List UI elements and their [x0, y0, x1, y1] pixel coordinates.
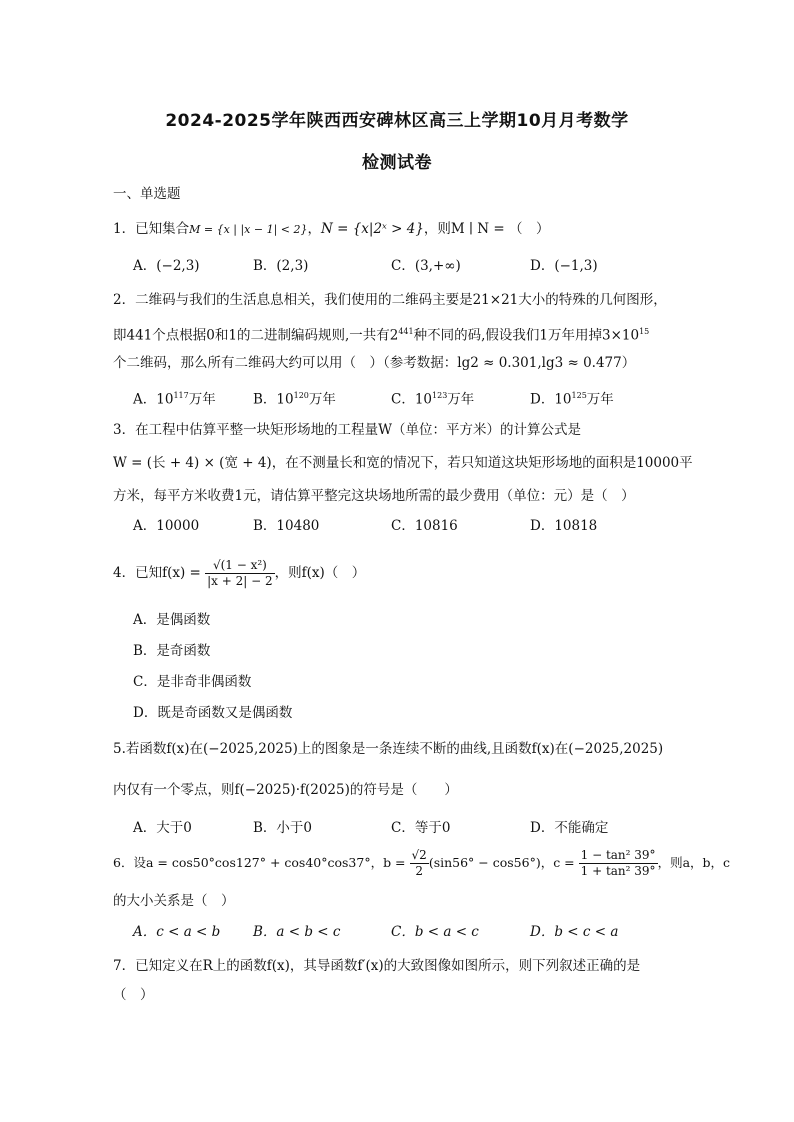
- q2-opt-b-sup: 120: [293, 391, 309, 400]
- q4-stem-a: 4．已知f(x) =: [113, 565, 201, 581]
- q4-fraction: [205, 558, 275, 589]
- q2-option-c[interactable]: [391, 386, 474, 410]
- q5-option-b[interactable]: B．小于0: [253, 820, 313, 836]
- question-6-options: [133, 922, 693, 942]
- q6-stem-b: (sin56° − cos56°)，c =: [428, 855, 575, 870]
- q1-option-a[interactable]: A．(−2,3): [133, 258, 200, 274]
- question-5-line1: 5.若函数f(x)在(−2025,2025)上的图象是一条连续不断的曲线,且函数f(x)在(−2025,2025): [113, 741, 664, 757]
- q2-option-a[interactable]: [133, 386, 216, 410]
- q3-option-a[interactable]: A．10000: [133, 518, 200, 534]
- q2-line2-a: 即441个点根据0和1的二进制编码规则,一共有2: [113, 327, 399, 344]
- question-5-line2: 内仅有一个零点，则f(−2025)·f(2025)的符号是（ ）: [113, 782, 458, 798]
- q2-opt-a-base: A．10: [133, 391, 174, 408]
- q2-opt-d-base: D．10: [530, 391, 572, 408]
- question-2-line3: 个二维码，那么所有二维码大约可以用（ ）（参考数据：lg2 ≈ 0.301,lg3 ≈ 0.477）: [113, 355, 636, 371]
- q2-line2-sup2: 15: [639, 327, 650, 336]
- q2-opt-c-unit: 万年: [447, 391, 475, 408]
- q4-option-c[interactable]: C．是非奇非偶函数: [133, 674, 252, 690]
- q4-option-b[interactable]: B．是奇函数: [133, 643, 211, 659]
- q4-frac-num: √(1 − x²): [205, 558, 275, 574]
- q6-c-den: 1 + tan² 39°: [580, 864, 656, 878]
- q1-option-c[interactable]: C．(3,+∞): [391, 258, 461, 274]
- q2-option-d[interactable]: [530, 386, 614, 410]
- q6-stem-a: 6．设a = cos50°cos127° + cos40°cos37°，b =: [113, 855, 406, 870]
- q2-opt-b-base: B．10: [253, 391, 294, 408]
- q4-option-a[interactable]: A．是偶函数: [133, 612, 211, 628]
- q4-option-d[interactable]: D．既是奇函数又是偶函数: [133, 705, 293, 721]
- q6-option-c[interactable]: C．b < a < c: [391, 924, 479, 940]
- q5-option-c[interactable]: C．等于0: [391, 820, 451, 836]
- q2-opt-d-sup: 125: [571, 391, 587, 400]
- q4-stem-b: ，则f(x)（ ）: [274, 565, 366, 581]
- section-heading: 一、单选题: [113, 186, 181, 202]
- q1-stem-b: ，: [307, 221, 321, 237]
- q1-option-d[interactable]: D．(−1,3): [530, 258, 598, 274]
- q1-stem-c: ，则M ∣ N = （ ）: [423, 221, 550, 237]
- q1-stem-a: 1．已知集合: [113, 221, 190, 237]
- q6-option-d[interactable]: D．b < c < a: [530, 924, 619, 940]
- question-3-options: [133, 516, 693, 536]
- q6-b-den: 2: [415, 864, 423, 878]
- question-2-line1: 2．二维码与我们的生活息息相关，我们使用的二维码主要是21×21大小的特殊的几何图形，: [113, 292, 667, 308]
- question-3-line1: 3．在工程中估算平整一块矩形场地的工程量W（单位：平方米）的计算公式是: [113, 422, 581, 438]
- q2-opt-a-sup: 117: [173, 391, 189, 400]
- question-2-options: [133, 386, 693, 406]
- q2-opt-d-unit: 万年: [586, 391, 614, 408]
- q6-c-fraction: [579, 848, 658, 879]
- question-6-stem: [113, 846, 730, 880]
- question-7-line1: 7．已知定义在R上的函数f(x)，其导函数f′(x)的大致图像如图所示，则下列叙述正确的是: [113, 958, 641, 974]
- q4-frac-den: |x + 2| − 2: [207, 574, 273, 588]
- question-5-options: [133, 818, 693, 838]
- q5-option-a[interactable]: A．大于0: [133, 820, 192, 836]
- question-7-line2: （ ）: [113, 987, 154, 1003]
- q6-option-b[interactable]: B．a < b < c: [253, 924, 341, 940]
- q1-set-n: N = {x|2ˣ > 4}: [321, 221, 424, 237]
- q2-opt-c-base: C．10: [391, 391, 433, 408]
- q1-option-b[interactable]: B．(2,3): [253, 258, 309, 274]
- q3-option-b[interactable]: B．10480: [253, 518, 320, 534]
- q6-c-num: 1 − tan² 39°: [580, 848, 656, 862]
- q2-line2-b: 种不同的码,假设我们1万年用掉3×10: [413, 327, 640, 344]
- question-3-line2: W = (长 + 4) × (宽 + 4)，在不测量长和宽的情况下，若只知道这块矩形场地的面积是10000平: [113, 455, 693, 471]
- question-1-options: [133, 256, 693, 276]
- exam-title-line2: 检测试卷: [362, 153, 432, 173]
- q1-set-m: M = {x | |x − 1| < 2}: [189, 223, 308, 236]
- q2-opt-a-unit: 万年: [188, 391, 216, 408]
- q3-option-c[interactable]: C．10816: [391, 518, 458, 534]
- question-6-line2: 的大小关系是（ ）: [113, 893, 235, 909]
- q6-b-num: √2: [411, 848, 427, 862]
- question-4-stem: [113, 556, 365, 590]
- exam-title-line1: 2024-2025学年陕西西安碑林区高三上学期10月月考数学: [165, 111, 629, 131]
- q3-option-d[interactable]: D．10818: [530, 518, 598, 534]
- q6-stem-c: ，则a，b，c: [657, 855, 731, 870]
- question-3-line3: 方米，每平方米收费1元，请估算平整完这块场地所需的最少费用（单位：元）是（ ）: [113, 488, 635, 504]
- q2-opt-b-unit: 万年: [308, 391, 336, 408]
- q2-opt-c-sup: 123: [432, 391, 448, 400]
- q2-option-b[interactable]: [253, 386, 336, 410]
- q6-option-a[interactable]: A．c < a < b: [133, 924, 221, 940]
- q5-option-d[interactable]: D．不能确定: [530, 820, 609, 836]
- question-2-line2: [113, 322, 649, 346]
- question-1-stem: [113, 219, 549, 240]
- q2-line2-sup: 441: [398, 327, 414, 336]
- q6-b-fraction: [410, 848, 429, 879]
